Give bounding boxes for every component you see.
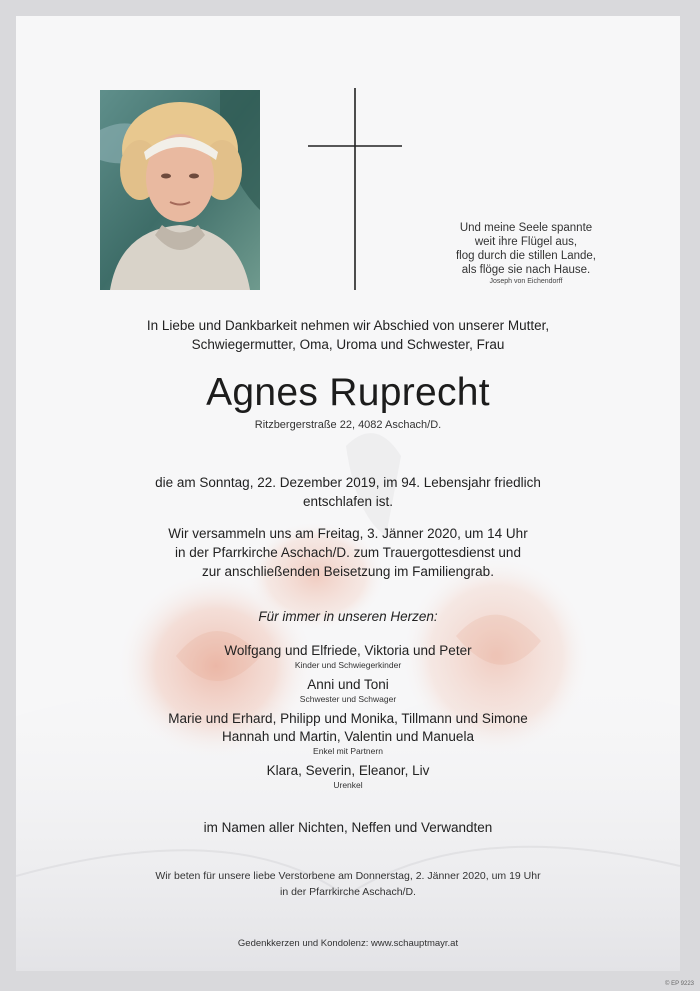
mourner-relation: Kinder und Schwiegerkinder xyxy=(294,660,402,670)
funeral-line: Wir versammeln uns am Freitag, 3. Jänner 2020, um 14 Uhr xyxy=(168,526,528,541)
mourner-names: Anni und Toni xyxy=(307,677,389,692)
quote-line: Und meine Seele spannte xyxy=(459,222,593,234)
quote-line: flog durch die stillen Lande, xyxy=(455,250,596,262)
intro-line: In Liebe und Dankbarkeit nehmen wir Abschied von unserer Mutter, xyxy=(146,318,550,333)
quote-line: als flöge sie nach Hause. xyxy=(461,264,591,276)
mourner-group xyxy=(16,710,680,757)
funeral-info xyxy=(16,524,680,581)
mourner-relation: Enkel mit Partnern xyxy=(313,746,383,756)
funeral-line: in der Pfarrkirche Aschach/D. zum Trauergottesdienst und xyxy=(175,545,521,560)
motto: Für immer in unseren Herzen: xyxy=(258,609,438,624)
cross-icon xyxy=(308,88,404,290)
prayer-line: in der Pfarrkirche Aschach/D. xyxy=(280,886,416,898)
prayer-line: Wir beten für unsere liebe Verstorbene am Donnerstag, 2. Jänner 2020, um 19 Uhr xyxy=(155,870,541,882)
mourner-names: Marie und Erhard, Philipp und Monika, Tillmann und Simone xyxy=(168,711,528,726)
death-line: entschlafen ist. xyxy=(302,494,394,509)
condolence-footer: Gedenkkerzen und Kondolenz: www.schauptmayr.at xyxy=(237,938,459,949)
portrait-photo xyxy=(100,90,260,290)
death-line: die am Sonntag, 22. Dezember 2019, im 94. Lebensjahr friedlich xyxy=(155,475,541,490)
intro-line: Schwiegermutter, Oma, Uroma und Schwester, Frau xyxy=(191,337,505,352)
mourner-names: Klara, Severin, Eleanor, Liv xyxy=(266,763,430,778)
mourner-relation: Urenkel xyxy=(333,780,363,790)
mourners-list xyxy=(16,642,680,796)
mourner-names: Hannah und Martin, Valentin und Manuela xyxy=(222,729,474,744)
deceased-name: Agnes Ruprecht xyxy=(206,371,490,414)
mourner-relation: Schwester und Schwager xyxy=(299,694,397,704)
quote-line: weit ihre Flügel aus, xyxy=(474,236,578,248)
parte-sheet xyxy=(16,16,680,971)
mourner-group xyxy=(16,762,680,791)
death-notice xyxy=(16,473,680,511)
mourner-group xyxy=(16,642,680,671)
deceased-address: Ritzbergerstraße 22, 4082 Aschach/D. xyxy=(254,419,442,431)
poem-quote xyxy=(416,221,636,287)
intro-text xyxy=(16,316,680,354)
closing-line: im Namen aller Nichten, Neffen und Verwandten xyxy=(203,820,493,835)
mourner-group xyxy=(16,676,680,705)
quote-author: Joseph von Eichendorff xyxy=(489,278,563,285)
mourner-names: Wolfgang und Elfriede, Viktoria und Peter xyxy=(224,643,472,658)
funeral-line: zur anschließenden Beisetzung im Familiengrab. xyxy=(202,564,494,579)
prayer-info xyxy=(16,868,680,900)
copyright-mark: © EP 9223 xyxy=(665,981,694,987)
